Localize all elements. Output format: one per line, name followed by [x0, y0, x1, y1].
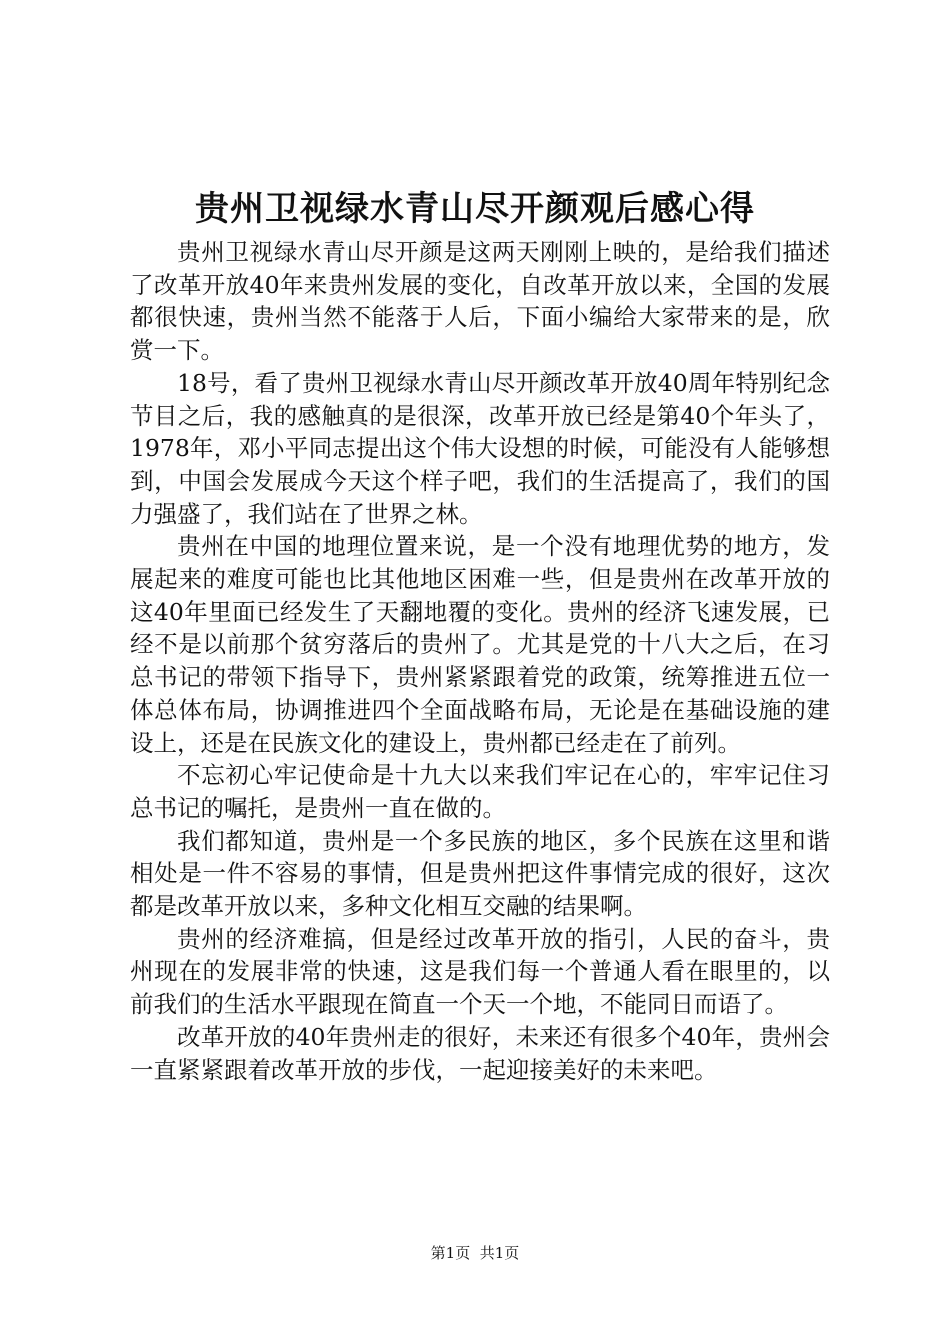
paragraph: 不忘初心牢记使命是十九大以来我们牢记在心的，牢牢记住习总书记的嘱托，是贵州一直在做的。 — [130, 761, 830, 822]
page-total: 共1页 — [479, 1244, 520, 1262]
paragraph: 贵州在中国的地理位置来说，是一个没有地理优势的地方，发展起来的难度可能也比其他地区困难一些，但是贵州在改革开放的这40年里面已经发生了天翻地覆的变化。贵州的经济飞速发展，已经不是以前那个贫穷落后的贵州了。尤其是党的十八大之后，在习总书记的带领下指导下，贵州紧紧跟着党的政策，统筹推进五位一体总体布局，协调推进四个全面战略布局，无论是在基础设施的建设上，还是在民族文化的建设上，贵州都已经走在了前列。 — [130, 532, 830, 757]
paragraph: 改革开放的40年贵州走的很好，未来还有很多个40年，贵州会一直紧紧跟着改革开放的步伐，一起迎接美好的未来吧。 — [130, 1022, 830, 1084]
paragraph: 18号，看了贵州卫视绿水青山尽开颜改革开放40周年特别纪念节目之后，我的感触真的是很深，改革开放已经是第40个年头了，1978年，邓小平同志提出这个伟大设想的时候，可能没有人能够想到，中国会发展成今天这个样子吧，我们的生活提高了，我们的国力强盛了，我们站在了世界之林。 — [130, 368, 830, 528]
document-body — [130, 236, 830, 1086]
page-footer — [0, 1242, 950, 1264]
paragraph: 贵州的经济难搞，但是经过改革开放的指引，人民的奋斗，贵州现在的发展非常的快速，这是我们每一个普通人看在眼里的，以前我们的生活水平跟现在简直一个天一个地，不能同日而语了。 — [130, 924, 830, 1019]
paragraph: 我们都知道，贵州是一个多民族的地区，多个民族在这里和谐相处是一件不容易的事情，但是贵州把这件事情完成的很好，这次都是改革开放以来，多种文化相互交融的结果啊。 — [130, 826, 830, 921]
page-number: 第1页 — [430, 1244, 471, 1262]
document-title: 贵州卫视绿水青山尽开颜观后感心得 — [195, 189, 755, 229]
paragraph: 贵州卫视绿水青山尽开颜是这两天刚刚上映的，是给我们描述了改革开放40年来贵州发展的变化，自改革开放以来，全国的发展都很快速，贵州当然不能落于人后，下面小编给大家带来的是，欣赏一下。 — [130, 238, 830, 365]
